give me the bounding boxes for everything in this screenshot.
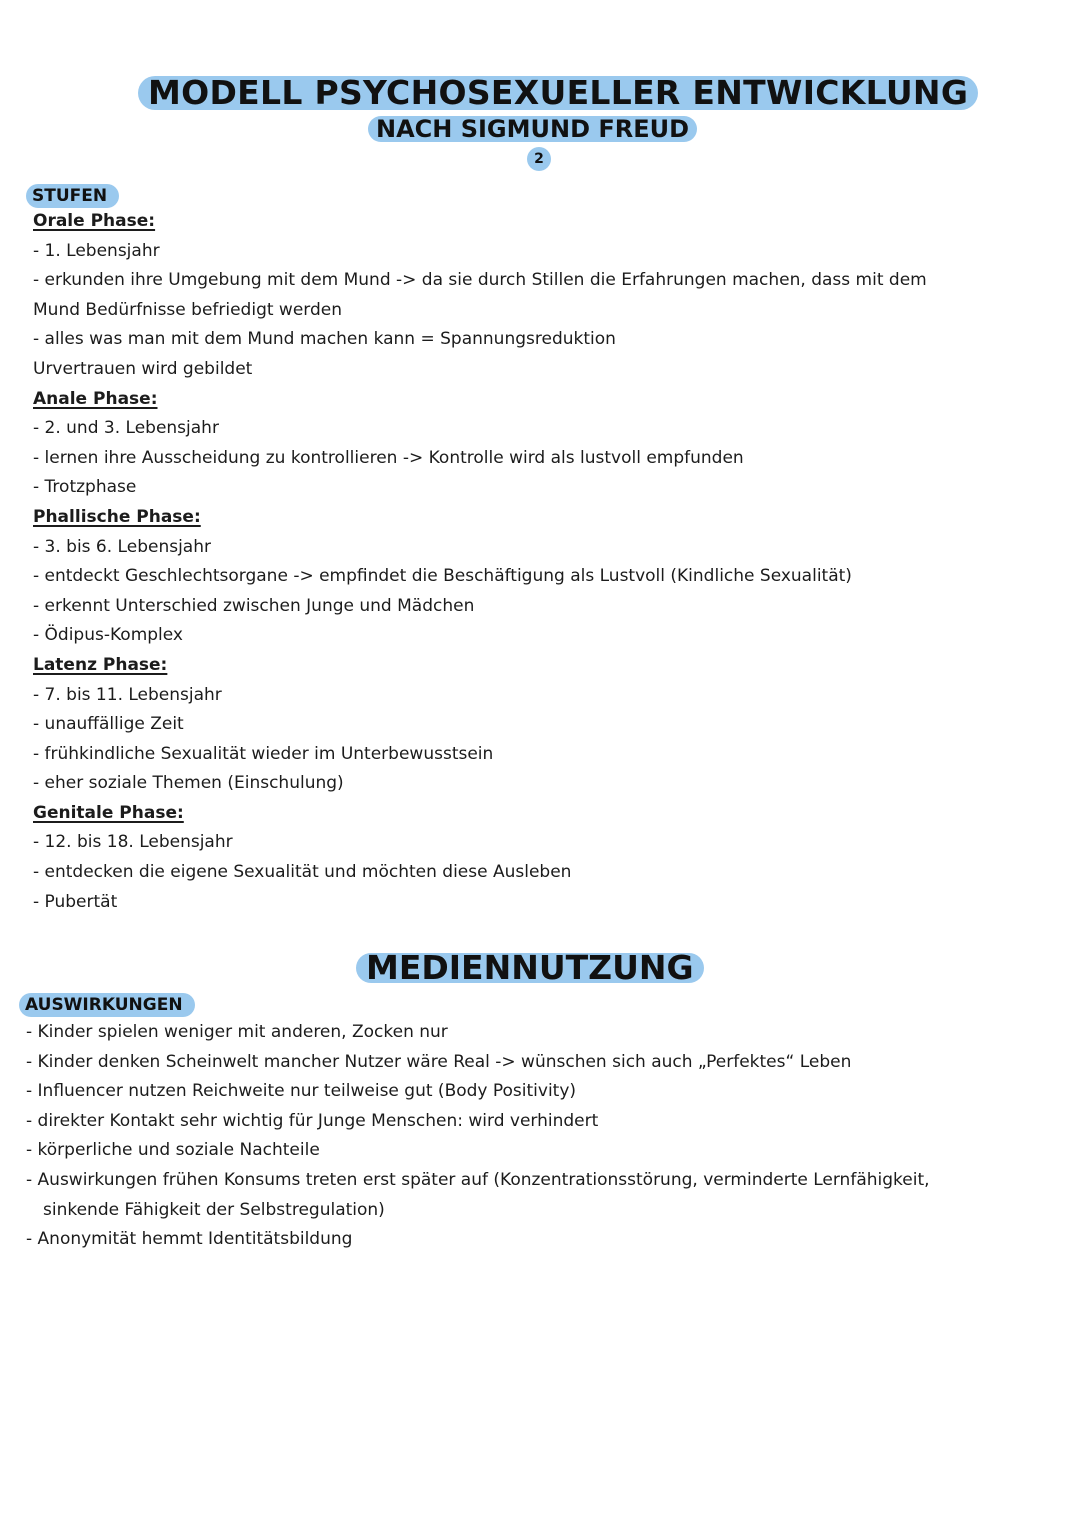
list-item: - Ödipus-Komplex [33, 625, 183, 646]
phase-title-genital: Genitale Phase: [33, 802, 184, 823]
list-item: - frühkindliche Sexualität wieder im Unterbewusstsein [33, 743, 494, 764]
list-item: - erkunden ihre Umgebung mit dem Mund -> da sie durch Stillen die Erfahrungen machen, dass mit dem [33, 270, 927, 291]
list-item: - erkennt Unterschied zwischen Junge und Mädchen [33, 595, 475, 616]
page-subtitle: NACH SIGMUND FREUD [368, 116, 697, 142]
page-number-badge: 2 [527, 147, 551, 171]
list-item: - eher soziale Themen (Einschulung) [33, 773, 344, 794]
list-item: - unauffällige Zeit [33, 714, 184, 735]
list-item: - Auswirkungen frühen Konsums treten erst später auf (Konzentrationsstörung, verminderte Lernfähigkeit, [26, 1169, 930, 1190]
phase-title-latency: Latenz Phase: [33, 654, 168, 675]
list-item: Mund Bedürfnisse befriedigt werden [33, 299, 343, 320]
list-item: sinkende Fähigkeit der Selbstregulation) [43, 1199, 385, 1220]
list-item: - 12. bis 18. Lebensjahr [33, 832, 233, 853]
page-title: MODELL PSYCHOSEXUELLER ENTWICKLUNG [138, 76, 978, 110]
phase-title-anal: Anale Phase: [33, 388, 158, 409]
mediennutzung-content [26, 1018, 1056, 1255]
list-item: - Trotzphase [33, 477, 137, 498]
list-item: - 3. bis 6. Lebensjahr [33, 536, 211, 557]
list-item: - direkter Kontakt sehr wichtig für Junge Menschen: wird verhindert [26, 1110, 599, 1131]
stufen-content [33, 207, 1053, 917]
list-item: - entdeckt Geschlechtsorgane -> empfindet die Beschäftigung als Lustvoll (Kindliche Sexualität) [33, 566, 852, 587]
phase-title-phallic: Phallische Phase: [33, 506, 201, 527]
list-item: - entdecken die eigene Sexualität und möchten diese Ausleben [33, 862, 572, 883]
list-item: - 1. Lebensjahr [33, 240, 160, 261]
list-item: - Kinder denken Scheinwelt mancher Nutzer wäre Real -> wünschen sich auch „Perfektes“ Leben [26, 1051, 852, 1072]
list-item: - Anonymität hemmt Identitätsbildung [26, 1229, 353, 1250]
phase-title-oral: Orale Phase: [33, 211, 156, 231]
list-item: - körperliche und soziale Nachteile [26, 1140, 320, 1161]
list-item: - Pubertät [33, 891, 118, 912]
list-item: - 7. bis 11. Lebensjahr [33, 684, 222, 705]
section-heading-stufen: STUFEN [26, 184, 119, 208]
list-item: - lernen ihre Ausscheidung zu kontrollieren -> Kontrolle wird als lustvoll empfunden [33, 447, 744, 468]
list-item: - Influencer nutzen Reichweite nur teilweise gut (Body Positivity) [26, 1081, 577, 1102]
section-heading-auswirkungen: AUSWIRKUNGEN [19, 993, 195, 1017]
list-item: - Kinder spielen weniger mit anderen, Zocken nur [26, 1022, 448, 1042]
section-title-mediennutzung: MEDIENNUTZUNG [356, 953, 704, 983]
list-item: Urvertrauen wird gebildet [33, 358, 253, 379]
list-item: - 2. und 3. Lebensjahr [33, 418, 219, 439]
list-item: - alles was man mit dem Mund machen kann = Spannungsreduktion [33, 329, 616, 350]
